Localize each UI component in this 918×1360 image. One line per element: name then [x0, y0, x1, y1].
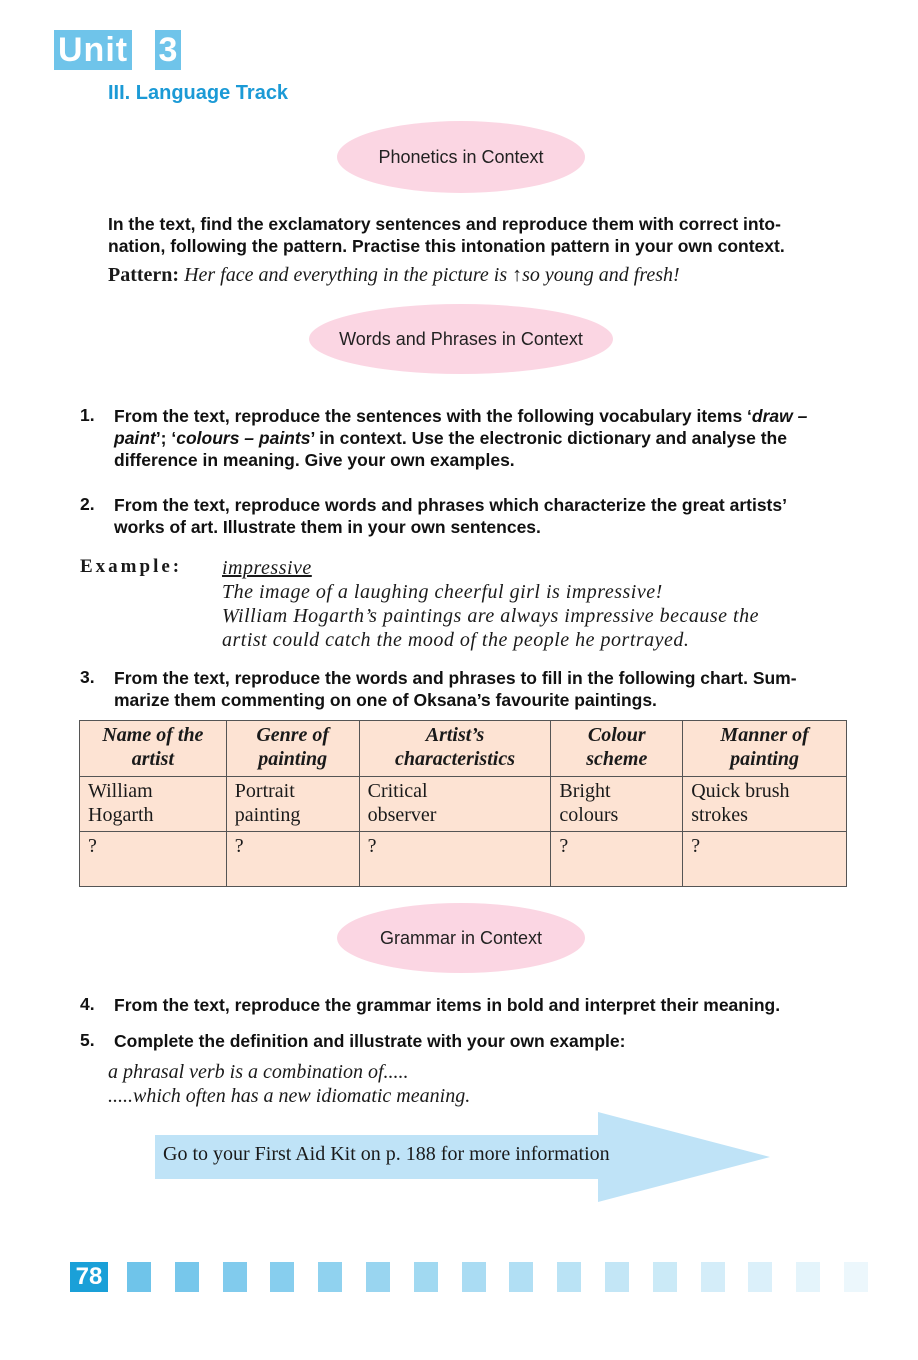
task-2 — [114, 494, 787, 538]
table-cell: Quick brush strokes — [683, 777, 847, 832]
task-1-text: ’; ‘ — [155, 428, 177, 448]
footer-square — [270, 1262, 294, 1292]
footer-square — [748, 1262, 772, 1292]
table-cell: Critical observer — [359, 777, 551, 832]
definition-line: a phrasal verb is a combination of..... — [108, 1061, 409, 1083]
footer-square — [509, 1262, 533, 1292]
pattern-text: Her face and everything in the picture is — [184, 264, 513, 286]
task-1-text: From the text, reproduce the sentences with the following vocabulary items ‘ — [114, 406, 752, 426]
footer-square — [701, 1262, 725, 1292]
table-header-row — [80, 721, 847, 777]
task-number: 1. — [80, 405, 95, 425]
table-cell: Portrait painting — [226, 777, 359, 832]
footer-square — [462, 1262, 486, 1292]
footer-square — [796, 1262, 820, 1292]
footer-square — [175, 1262, 199, 1292]
phonetics-heading-pill — [337, 121, 585, 193]
task-2-text: From the text, reproduce words and phrases which characterize the great artists’ — [114, 495, 787, 515]
task-number: 5. — [80, 1030, 95, 1050]
table-cell: ? — [359, 832, 551, 887]
table-cell: ? — [683, 832, 847, 887]
footer-square — [844, 1262, 868, 1292]
task-1 — [114, 405, 849, 471]
pattern-text-end: so young and fresh! — [522, 264, 680, 286]
footer-square — [605, 1262, 629, 1292]
footer-square — [366, 1262, 390, 1292]
example-sentence: The image of a laughing cheerful girl is impressive! — [222, 581, 663, 603]
example-sentence: William Hogarth’s paintings are always impressive because the — [222, 605, 759, 627]
column-header: Name of the artist — [80, 721, 227, 777]
task-number: 3. — [80, 667, 95, 687]
table-cell: William Hogarth — [80, 777, 227, 832]
task-5: Complete the definition and illustrate with your own example: — [114, 1031, 626, 1051]
page-number: 78 — [70, 1262, 108, 1292]
task-1-text: ’ in context. Use the electronic dictionary and analyse the — [310, 428, 787, 448]
pattern-label: Pattern: — [108, 264, 180, 286]
task-1-text: difference in meaning. Give your own examples. — [114, 450, 515, 470]
task-2-text: works of art. Illustrate them in your own sentences. — [114, 517, 541, 537]
words-heading: Words and Phrases in Context — [339, 328, 583, 349]
column-header: Genre of painting — [226, 721, 359, 777]
unit-number: 3 — [155, 30, 181, 70]
footer-square — [414, 1262, 438, 1292]
task-number: 2. — [80, 494, 95, 514]
grammar-heading: Grammar in Context — [379, 927, 543, 948]
example-label: Example: — [80, 556, 183, 577]
unit-label: Unit — [54, 30, 132, 70]
artist-chart-table — [79, 720, 847, 887]
first-aid-kit-reference: Go to your First Aid Kit on p. 188 for more information — [163, 1143, 610, 1165]
task-4: From the text, reproduce the grammar items in bold and interpret their meaning. — [114, 995, 781, 1015]
definition-line: .....which often has a new idiomatic meaning. — [108, 1085, 471, 1107]
example-sentence: artist could catch the mood of the people he portrayed. — [222, 629, 690, 651]
phonetics-task — [108, 213, 785, 257]
words-heading-pill — [309, 304, 613, 374]
footer-square — [557, 1262, 581, 1292]
task-3-text: From the text, reproduce the words and phrases to fill in the following chart. Sum- — [114, 668, 797, 688]
footer-square — [127, 1262, 151, 1292]
pattern-line — [108, 264, 680, 287]
section-title: III. Language Track — [108, 82, 289, 104]
phonetics-heading: Phonetics in Context — [378, 146, 544, 167]
task-number: 4. — [80, 994, 95, 1014]
column-header: Colour scheme — [551, 721, 683, 777]
vocab-item: paint — [114, 428, 156, 448]
vocab-item: draw – — [751, 406, 808, 426]
task-3-text: marize them commenting on one of Oksana’s favourite paintings. — [114, 690, 657, 710]
footer-square — [318, 1262, 342, 1292]
table-cell: ? — [551, 832, 683, 887]
phrasal-verb-definition — [108, 1060, 470, 1108]
column-header: Manner of painting — [683, 721, 847, 777]
task-3 — [114, 667, 797, 711]
example-word: impressive — [222, 557, 312, 579]
example-block — [222, 556, 759, 652]
table-row — [80, 832, 847, 887]
footer-square — [653, 1262, 677, 1292]
column-header: Artist’s characteristics — [359, 721, 551, 777]
table-cell: ? — [226, 832, 359, 887]
grammar-heading-pill — [337, 903, 585, 973]
footer-square — [223, 1262, 247, 1292]
table-row — [80, 777, 847, 832]
table-cell: Bright colours — [551, 777, 683, 832]
table-cell: ? — [80, 832, 227, 887]
rising-intonation-arrow-icon: ↑ — [512, 264, 523, 286]
vocab-item: colours – paints — [176, 428, 311, 448]
phonetics-task-line: In the text, find the exclamatory sentences and reproduce them with correct into- — [108, 214, 781, 234]
phonetics-task-line: nation, following the pattern. Practise this intonation pattern in your own context. — [108, 236, 785, 256]
